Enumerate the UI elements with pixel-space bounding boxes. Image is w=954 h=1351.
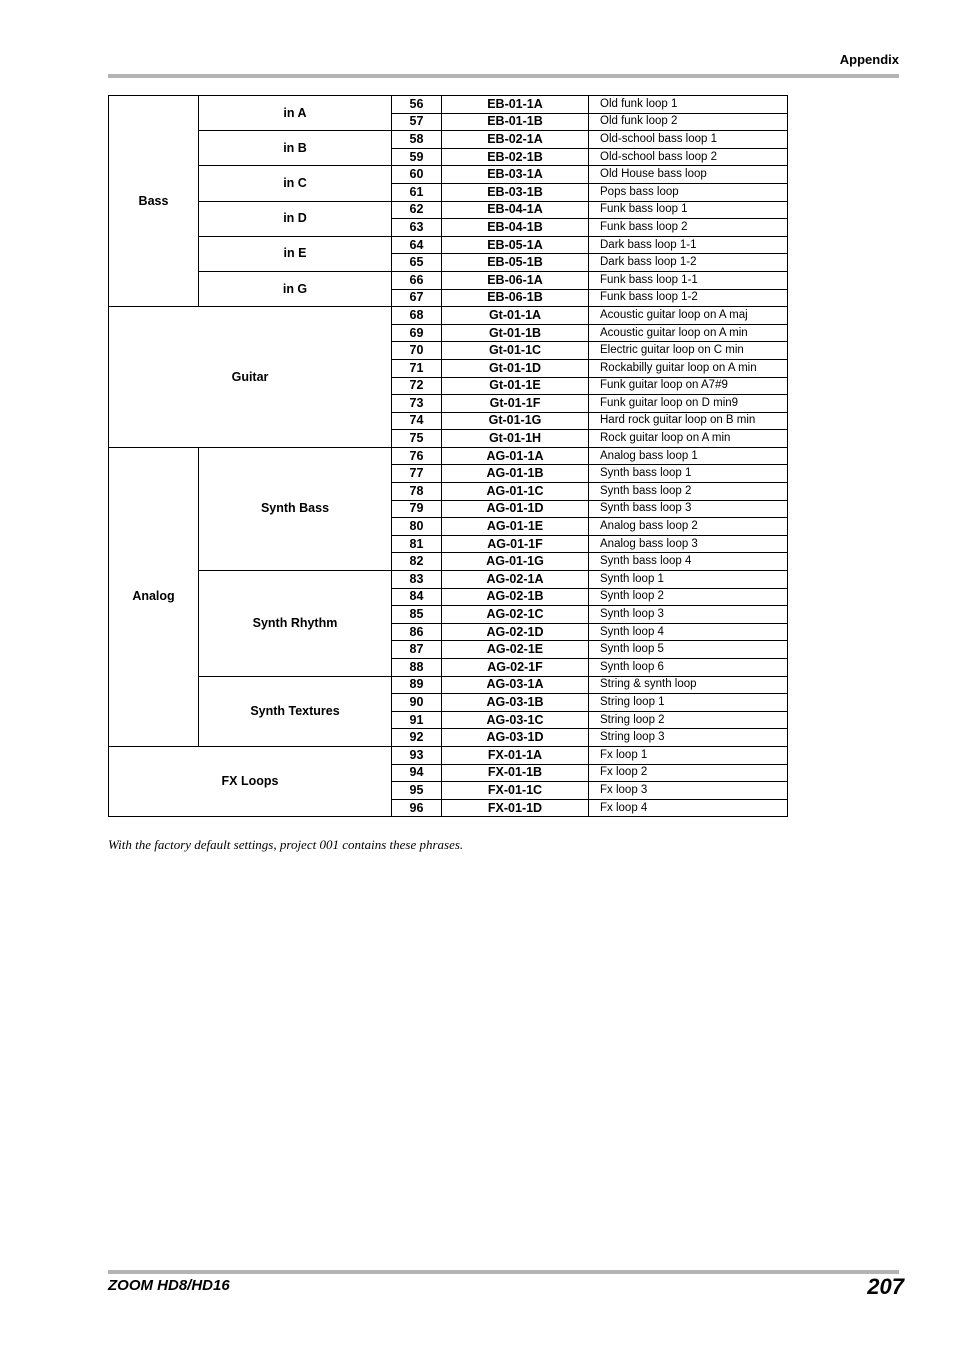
phrase-description-cell: String loop 1 (589, 694, 788, 712)
phrase-code-cell: AG-02-1F (442, 659, 589, 677)
phrase-code-cell: EB-06-1B (442, 289, 589, 307)
phrase-code-cell: EB-04-1B (442, 219, 589, 237)
phrase-description-cell: Synth loop 6 (589, 659, 788, 677)
phrase-description-cell: Rockabilly guitar loop on A min (589, 359, 788, 377)
phrase-code-cell: AG-01-1E (442, 518, 589, 536)
phrase-number-cell: 75 (392, 430, 442, 448)
phrase-description-cell: String loop 2 (589, 711, 788, 729)
phrase-code-cell: Gt-01-1G (442, 412, 589, 430)
phrase-code-cell: AG-02-1E (442, 641, 589, 659)
subgroup-cell: Synth Bass (199, 447, 392, 570)
footer-rule (108, 1270, 899, 1274)
phrase-code-cell: EB-03-1A (442, 166, 589, 184)
phrase-description-cell: Funk bass loop 1 (589, 201, 788, 219)
phrase-number-cell: 61 (392, 183, 442, 201)
phrase-number-cell: 76 (392, 447, 442, 465)
phrase-number-cell: 94 (392, 764, 442, 782)
table-row (109, 271, 788, 289)
table-row (109, 746, 788, 764)
phrase-code-cell: AG-03-1B (442, 694, 589, 712)
table-row (109, 236, 788, 254)
phrase-description-cell: Old-school bass loop 1 (589, 131, 788, 149)
phrase-code-cell: AG-03-1D (442, 729, 589, 747)
phrase-description-cell: Fx loop 1 (589, 746, 788, 764)
phrase-description-cell: Analog bass loop 3 (589, 535, 788, 553)
phrase-number-cell: 67 (392, 289, 442, 307)
phrase-description-cell: Synth loop 2 (589, 588, 788, 606)
phrase-code-cell: AG-01-1B (442, 465, 589, 483)
phrase-code-cell: Gt-01-1E (442, 377, 589, 395)
phrase-description-cell: Fx loop 4 (589, 799, 788, 817)
phrase-description-cell: Hard rock guitar loop on B min (589, 412, 788, 430)
phrase-code-cell: FX-01-1C (442, 782, 589, 800)
phrase-number-cell: 69 (392, 324, 442, 342)
phrase-description-cell: String & synth loop (589, 676, 788, 694)
phrase-code-cell: FX-01-1A (442, 746, 589, 764)
phrase-code-cell: Gt-01-1H (442, 430, 589, 448)
phrase-code-cell: AG-01-1F (442, 535, 589, 553)
table-caption: With the factory default settings, project 001 contains these phrases. (108, 837, 464, 852)
phrase-description-cell: Synth bass loop 3 (589, 500, 788, 518)
subgroup-cell: in A (199, 96, 392, 131)
phrase-number-cell: 79 (392, 500, 442, 518)
section-header: Appendix (839, 52, 899, 67)
subgroup-cell: Synth Textures (199, 676, 392, 746)
phrase-description-cell: Old-school bass loop 2 (589, 148, 788, 166)
phrase-description-cell: Synth bass loop 1 (589, 465, 788, 483)
phrase-number-cell: 83 (392, 571, 442, 589)
phrase-code-cell: Gt-01-1F (442, 395, 589, 413)
phrase-code-cell: Gt-01-1B (442, 324, 589, 342)
phrase-number-cell: 64 (392, 236, 442, 254)
phrase-code-cell: EB-01-1B (442, 113, 589, 131)
phrase-description-cell: Analog bass loop 1 (589, 447, 788, 465)
phrase-code-cell: EB-02-1B (442, 148, 589, 166)
phrase-code-cell: EB-01-1A (442, 96, 589, 114)
subgroup-cell: Synth Rhythm (199, 571, 392, 677)
phrase-number-cell: 78 (392, 483, 442, 501)
phrase-number-cell: 60 (392, 166, 442, 184)
phrase-code-cell: AG-02-1C (442, 606, 589, 624)
phrase-number-cell: 56 (392, 96, 442, 114)
phrase-description-cell: String loop 3 (589, 729, 788, 747)
phrase-number-cell: 70 (392, 342, 442, 360)
phrase-number-cell: 86 (392, 623, 442, 641)
phrase-description-cell: Rock guitar loop on A min (589, 430, 788, 448)
phrase-code-cell: AG-01-1C (442, 483, 589, 501)
phrase-number-cell: 71 (392, 359, 442, 377)
phrase-table (108, 95, 788, 817)
phrase-number-cell: 81 (392, 535, 442, 553)
subgroup-cell: in C (199, 166, 392, 201)
footer-product-title: ZOOM HD8/HD16 (108, 1277, 230, 1294)
phrase-code-cell: EB-05-1A (442, 236, 589, 254)
table-row (109, 307, 788, 325)
table-row (109, 96, 788, 114)
phrase-number-cell: 77 (392, 465, 442, 483)
phrase-number-cell: 74 (392, 412, 442, 430)
phrase-description-cell: Electric guitar loop on C min (589, 342, 788, 360)
page-number: 207 (867, 1274, 904, 1299)
phrase-number-cell: 82 (392, 553, 442, 571)
phrase-code-cell: EB-02-1A (442, 131, 589, 149)
phrase-description-cell: Dark bass loop 1-1 (589, 236, 788, 254)
category-cell: FX Loops (109, 746, 392, 816)
phrase-description-cell: Fx loop 2 (589, 764, 788, 782)
phrase-code-cell: AG-03-1C (442, 711, 589, 729)
subgroup-cell: in G (199, 271, 392, 306)
table-row (109, 131, 788, 149)
phrase-description-cell: Funk bass loop 2 (589, 219, 788, 237)
table-row (109, 447, 788, 465)
phrase-description-cell: Pops bass loop (589, 183, 788, 201)
phrase-description-cell: Acoustic guitar loop on A min (589, 324, 788, 342)
phrase-code-cell: EB-05-1B (442, 254, 589, 272)
phrase-code-cell: EB-04-1A (442, 201, 589, 219)
phrase-number-cell: 59 (392, 148, 442, 166)
phrase-code-cell: AG-03-1A (442, 676, 589, 694)
phrase-number-cell: 85 (392, 606, 442, 624)
phrase-number-cell: 92 (392, 729, 442, 747)
phrase-description-cell: Funk guitar loop on A7#9 (589, 377, 788, 395)
category-cell: Guitar (109, 307, 392, 448)
phrase-number-cell: 95 (392, 782, 442, 800)
phrase-description-cell: Acoustic guitar loop on A maj (589, 307, 788, 325)
table-row (109, 201, 788, 219)
subgroup-cell: in E (199, 236, 392, 271)
phrase-number-cell: 96 (392, 799, 442, 817)
phrase-description-cell: Analog bass loop 2 (589, 518, 788, 536)
phrase-description-cell: Old funk loop 1 (589, 96, 788, 114)
phrase-number-cell: 90 (392, 694, 442, 712)
phrase-code-cell: FX-01-1D (442, 799, 589, 817)
subgroup-cell: in D (199, 201, 392, 236)
phrase-description-cell: Synth bass loop 2 (589, 483, 788, 501)
category-cell: Analog (109, 447, 199, 746)
header-rule (108, 74, 899, 78)
phrase-code-cell: FX-01-1B (442, 764, 589, 782)
phrase-number-cell: 84 (392, 588, 442, 606)
phrase-code-cell: AG-01-1G (442, 553, 589, 571)
category-cell: Bass (109, 96, 199, 307)
phrase-description-cell: Synth loop 3 (589, 606, 788, 624)
phrase-number-cell: 80 (392, 518, 442, 536)
phrase-description-cell: Funk guitar loop on D min9 (589, 395, 788, 413)
phrase-description-cell: Fx loop 3 (589, 782, 788, 800)
phrase-code-cell: AG-01-1A (442, 447, 589, 465)
phrase-description-cell: Synth loop 5 (589, 641, 788, 659)
table-row (109, 166, 788, 184)
phrase-number-cell: 66 (392, 271, 442, 289)
phrase-number-cell: 93 (392, 746, 442, 764)
phrase-number-cell: 89 (392, 676, 442, 694)
phrase-code-cell: Gt-01-1D (442, 359, 589, 377)
phrase-number-cell: 62 (392, 201, 442, 219)
phrase-number-cell: 63 (392, 219, 442, 237)
phrase-description-cell: Synth bass loop 4 (589, 553, 788, 571)
phrase-code-cell: AG-02-1D (442, 623, 589, 641)
phrase-number-cell: 65 (392, 254, 442, 272)
phrase-number-cell: 72 (392, 377, 442, 395)
phrase-code-cell: Gt-01-1A (442, 307, 589, 325)
phrase-table-body (109, 96, 788, 817)
phrase-description-cell: Dark bass loop 1-2 (589, 254, 788, 272)
phrase-description-cell: Old funk loop 2 (589, 113, 788, 131)
phrase-description-cell: Funk bass loop 1-2 (589, 289, 788, 307)
phrase-number-cell: 87 (392, 641, 442, 659)
subgroup-cell: in B (199, 131, 392, 166)
phrase-description-cell: Old House bass loop (589, 166, 788, 184)
phrase-number-cell: 91 (392, 711, 442, 729)
phrase-code-cell: EB-06-1A (442, 271, 589, 289)
phrase-description-cell: Synth loop 1 (589, 571, 788, 589)
phrase-number-cell: 73 (392, 395, 442, 413)
phrase-number-cell: 58 (392, 131, 442, 149)
phrase-code-cell: AG-01-1D (442, 500, 589, 518)
phrase-number-cell: 88 (392, 659, 442, 677)
table-row (109, 676, 788, 694)
phrase-code-cell: AG-02-1A (442, 571, 589, 589)
phrase-code-cell: Gt-01-1C (442, 342, 589, 360)
phrase-code-cell: AG-02-1B (442, 588, 589, 606)
phrase-number-cell: 68 (392, 307, 442, 325)
phrase-code-cell: EB-03-1B (442, 183, 589, 201)
phrase-description-cell: Funk bass loop 1-1 (589, 271, 788, 289)
table-row (109, 571, 788, 589)
phrase-description-cell: Synth loop 4 (589, 623, 788, 641)
phrase-number-cell: 57 (392, 113, 442, 131)
